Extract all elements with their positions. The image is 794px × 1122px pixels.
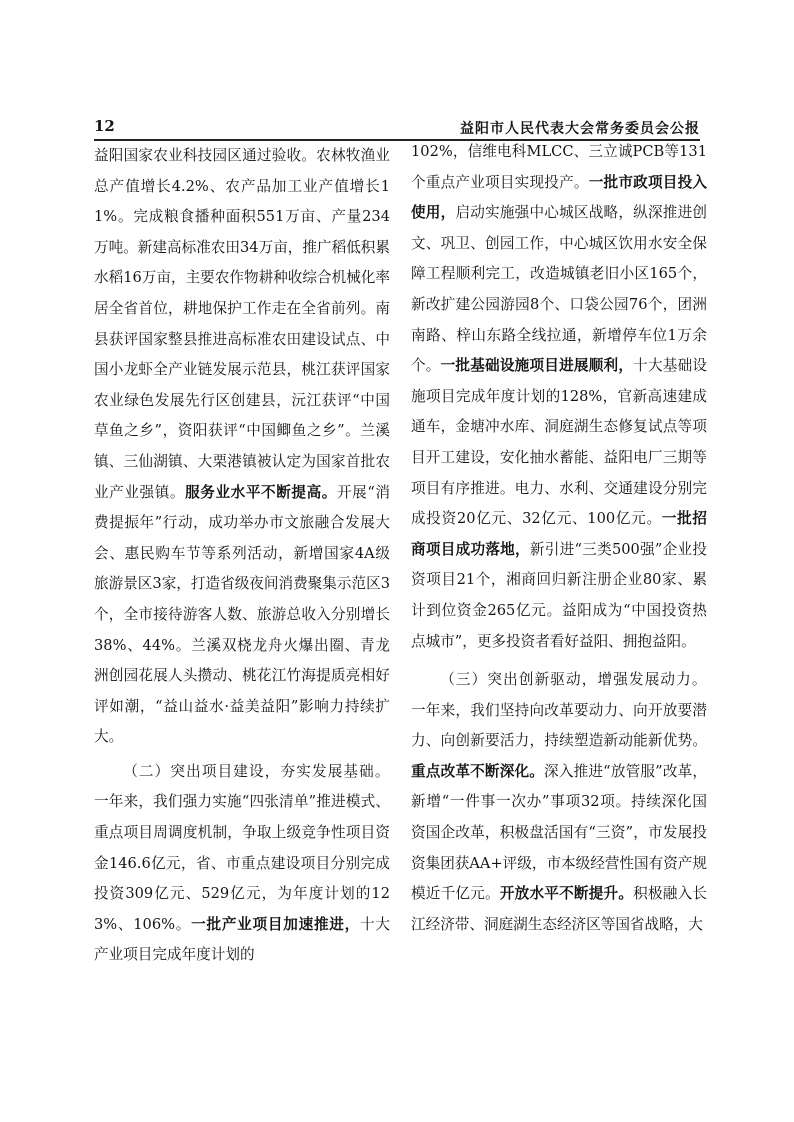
right-column (411, 141, 707, 940)
text-run: 深入推进“放管服”改革，新增“一件事一次办”事项32项。持续深化国资国企改革，积极盘活国有“三资”，市发展投资集团获AA+评级，市本级经营性国有资产规模近千亿元。 (411, 762, 707, 903)
text-run: 开展“消费提振年”行动，成功举办市文旅融合发展大会、惠民购车节等系列活动，新增国家4A级旅游景区3家，打造省级夜间消费聚集示范区3个，全市接待游客人数、旅游总收入分别增长38%、44%。兰溪双桡龙舟火爆出圈、青龙洲创园花展人头攒动、桃花江竹海提质亮相好评如潮，“益山益水·益美益阳”影响力持续扩大。 (94, 483, 390, 746)
page-number: 12 (94, 117, 115, 135)
bold-lead-industry-projects: 一批产业项目加速推进， (191, 915, 361, 933)
bold-lead-investment: 一批招商项目成功落地， (411, 510, 707, 558)
text-run: 102%，信维电科MLCC、三立诚PCB等131个重点产业项目实现投产。 (411, 143, 707, 191)
section-heading-3: （三）突出创新驱动，增强发展动力。 (440, 671, 707, 689)
journal-title: 益阳市人民代表大会常务委员会公报 (460, 121, 700, 137)
text-run: 十大产业项目完成年度计划的 (94, 915, 390, 964)
text-run: 积极融入长江经济带、洞庭湖生态经济区等国省战略，大 (411, 885, 707, 933)
paragraph-innovation (411, 665, 707, 940)
paragraph-projects-continued (411, 137, 707, 657)
page-header (94, 117, 700, 139)
text-run: 启动实施强中心城区战略，纵深推进创文、巩卫、创园工作，中心城区饮用水安全保障工程顺利完工，改造城镇老旧小区165个，新改扩建公园游园8个、口袋公园76个，团洲南路、梓山东路全线拉通，新增停车位1万余个。 (411, 204, 707, 375)
paragraph-agriculture-services (94, 141, 390, 753)
text-run: 益阳国家农业科技园区通过验收。农林牧渔业总产值增长4.2%、农产品加工业产值增长11%。完成粮食播种面积551万亩、产量234万吨。新建高标准农田34万亩，推广稻低积累水稻16万亩，主要农作物耕种收综合机械化率居全省首位，耕地保护工作走在全省前列。南县获评国家整县推进高标准农田建设试点、中国小龙虾全产业链发展示范县，桃江获评国家农业绿色发展先行区创建县，沅江获评“中国草鱼之乡”，资阳获评“中国鲫鱼之乡”。兰溪镇、三仙湖镇、大栗港镇被认定为国家首批农业产业强镇。 (94, 147, 390, 501)
text-run: 一年来，我们强力实施“四张清单”推进模式、重点项目周调度机制，争取上级竞争性项目资金146.6亿元，省、市重点建设项目分别完成投资309亿元、529亿元，为年度计划的123%、106%。 (94, 793, 390, 933)
text-run: 十大基础设施项目完成年度计划的128%，官新高速建成通车，金塘冲水库、洞庭湖生态修复试点等项目开工建设，安化抽水蓄能、益阳电厂三期等项目有序推进。电力、水利、交通建设分别完成投资20亿元、32亿元、100亿元。 (411, 357, 707, 528)
bold-lead-infrastructure: 一批基础设施项目进展顺利， (440, 357, 634, 375)
bold-lead-reform: 重点改革不断深化。 (411, 762, 545, 780)
paragraph-project-construction (94, 757, 390, 971)
bold-lead-services: 服务业水平不断提高。 (185, 483, 337, 501)
bold-lead-opening-up: 开放水平不断提升。 (499, 885, 634, 903)
left-column (94, 141, 390, 971)
text-run: 新引进“三类500强”企业投资项目21个，湘商回归新注册企业80家、累计到位资金265亿元。益阳成为“中国投资热点城市”，更多投资者看好益阳、拥抱益阳。 (411, 540, 707, 650)
text-run: 一年来，我们坚持向改革要动力、向开放要潜力、向创新要活力，持续塑造新动能新优势。 (411, 701, 707, 750)
bold-lead-municipal-projects: 一批市政项目投入使用， (411, 173, 707, 222)
section-heading-2: （二）突出项目建设，夯实发展基础。 (123, 762, 390, 780)
